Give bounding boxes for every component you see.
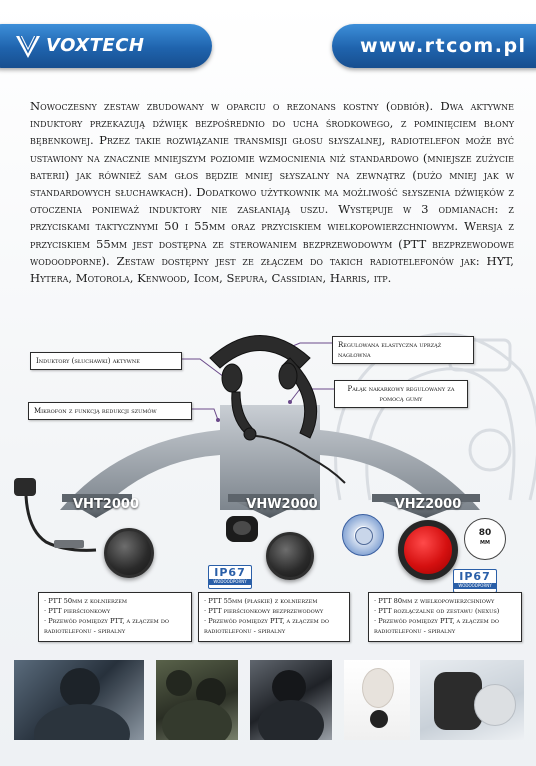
callout-head-strap: Regulowana elastyczna uprząż nagłowna xyxy=(332,336,474,364)
model-label-vht2000: VHT2000 xyxy=(73,497,139,512)
spec-line: · PTT rozłączalne od zestawu (nexus) xyxy=(374,607,500,615)
spec-line: radiotelefonu - spiralny xyxy=(374,627,456,635)
ip67-waterproof-badge: IP67 WODOODPORNY xyxy=(453,569,497,593)
spec-box-vhz2000 xyxy=(368,592,522,642)
photo-headset-mannequin xyxy=(344,660,410,740)
spec-line: · PTT 50mm z kołnierzem xyxy=(44,597,127,605)
ptt-size-indicator: 80 MM xyxy=(464,518,506,560)
spec-line: radiotelefonu - spiralny xyxy=(44,627,126,635)
vht2000-ptt-button xyxy=(104,528,154,578)
photo-tactical-team xyxy=(156,660,238,740)
spec-line: · Przewód pomiędzy PTT, a złączem do xyxy=(374,617,499,625)
vhw2000-ptt-button xyxy=(266,532,314,580)
spec-line: · PTT pierścionkowy xyxy=(44,607,111,615)
callout-inductors: Induktory (słuchawki) aktywne xyxy=(30,352,182,370)
photo-ptt-button-water xyxy=(420,660,524,740)
photo-tactical-officer xyxy=(14,660,144,740)
brand-logo-text: VOXTECH xyxy=(46,35,145,56)
website-url[interactable]: www.rtcom.pl xyxy=(360,35,527,57)
spec-box-vht2000 xyxy=(38,592,192,642)
callout-microphone: Mikrofon z funkcją redukcji szumów xyxy=(28,402,192,420)
spec-line: · PTT 55mm (płaskie) z kołnierzem xyxy=(204,597,318,605)
wireless-badge-icon xyxy=(342,514,384,556)
spec-line: · PTT pierścionkowy bezprzewodowy xyxy=(204,607,324,615)
product-description: Nowoczesny zestaw zbudowany w oparciu o rezonans kostny (odbiór). Dwa aktywne induktory przekazują dźwięk bezpośrednio do ucha środkowego, z pominięciem błony bębenkowej. Przez takie rozwiązanie transmisji głosu słyszalnej, radiotelefon może być ustawiony na znacznie mniejszym poziomie wzmocnienia niż standardowo (mniejsze zużycie baterii) jak również sam głos będzie mniej słyszalny na zewnątrz (dużo mniej jak w standardowych słuchawkach). Dodatkowo użytkownik ma możliwość słyszenia dźwięków z otoczenia ponieważ induktory nie zasłaniają uszu. Występuje w 3 odmianach: z przyciskami taktycznymi 50 i 55mm oraz przyciskiem wielkopowierzchniowym. Wersja z przyciskiem 55mm jest dostępna ze sterowaniem bezprzewodowym (PTT bezprzewodowe wodoodporne). Zestaw dostępny jest ze złączem do takich radiotelefonów jak: HYT, Hytera, Motorola, Kenwood, Icom, Sepura, Cassidian, Harris, itp. xyxy=(30,99,514,286)
spec-line: · Przewód pomiędzy PTT, a złączem do xyxy=(204,617,329,625)
vhz2000-red-ptt-button xyxy=(398,520,458,580)
url-header-bar xyxy=(332,24,536,68)
callout-neckband: Pałąk nakarkowy regulowany za pomocą gumy xyxy=(334,380,468,408)
ip67-waterproof-badge: IP67 WODOODPORNY xyxy=(208,565,252,589)
spec-line: · Przewód pomiędzy PTT, a złączem do xyxy=(44,617,169,625)
spec-box-vhw2000 xyxy=(198,592,350,642)
spec-line: · PTT 80mm z wielkopowierzchniowy xyxy=(374,597,495,605)
ring-ptt-image xyxy=(222,512,262,552)
vht2000-cable-connector-image xyxy=(6,470,116,570)
spec-line: radiotelefonu - spiralny xyxy=(204,627,286,635)
model-label-vhw2000: VHW2000 xyxy=(246,497,318,512)
model-label-vhz2000: VHZ2000 xyxy=(394,497,462,512)
photo-armed-unit xyxy=(250,660,332,740)
brand-header-bar xyxy=(0,24,212,68)
voxtech-logo-icon xyxy=(14,32,42,60)
bone-conduction-headset-image xyxy=(170,318,350,488)
